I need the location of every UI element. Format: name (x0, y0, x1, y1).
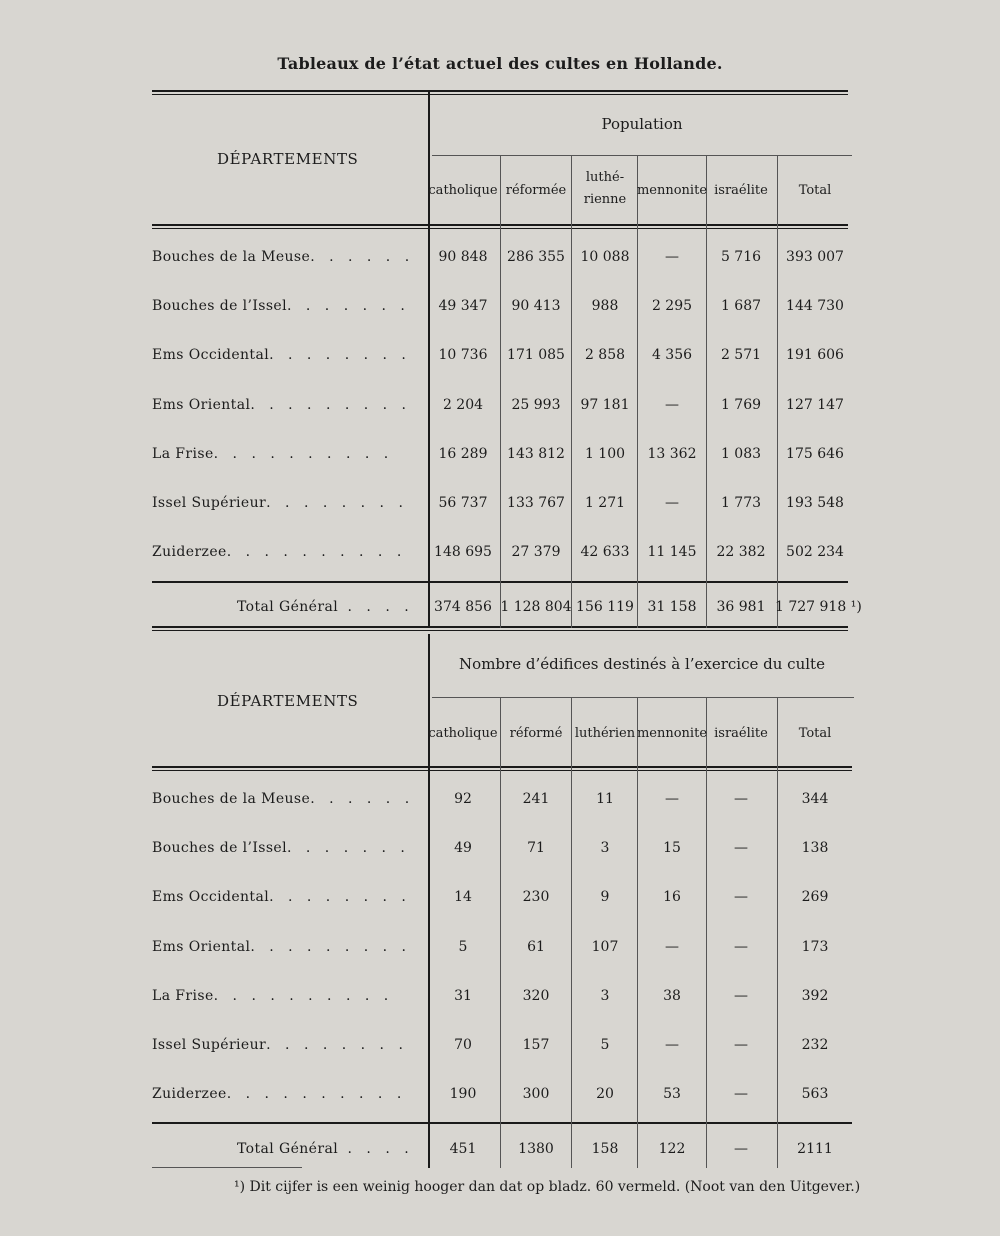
table2-table-cell: 5 (600, 1037, 610, 1053)
department-name: Ems Occidental (152, 347, 270, 364)
table2-table-cell: 190 (449, 1086, 477, 1103)
table1-group-header: Population (601, 115, 683, 133)
department-name: Bouches de l’Issel (152, 840, 287, 857)
table2-header-rule (152, 766, 852, 768)
table1-table-cell: 42 633 (580, 544, 630, 561)
table1-table-cell: 2 571 (720, 347, 762, 364)
table2-table-cell: 3 (600, 987, 610, 1004)
table2-table-cell: 70 (454, 1037, 472, 1053)
table2-column-header: réformé (509, 726, 563, 741)
table2-table-cell: 5 (458, 938, 468, 955)
table1-row-label (152, 446, 393, 462)
table1-departements-header: DÉPARTEMENTS (217, 150, 359, 168)
table2-row-label (152, 1086, 406, 1102)
table1-table-cell: 2 204 (442, 396, 484, 413)
table1-table-cell: 4 356 (651, 347, 693, 364)
table2-column-header: luthérien (574, 726, 636, 741)
table1-total-cell: 1 727 918 ¹) (775, 599, 862, 615)
table1-bottom-rule-2 (152, 630, 848, 631)
table1-table-cell: 22 382 (716, 544, 766, 561)
table1-table-cell: 56 737 (438, 495, 488, 511)
leader-dots: . . . . . . . . . . (213, 445, 394, 462)
table2-table-cell: 138 (801, 840, 829, 857)
table2-table-cell: 320 (522, 987, 550, 1004)
table2-column-header: mennonite (636, 726, 708, 741)
table2-row-label (152, 889, 411, 905)
table2-table-cell: 157 (522, 1037, 550, 1053)
table1-table-cell: 13 362 (647, 445, 697, 462)
table1-table-cell: 1 100 (584, 445, 626, 462)
table1-top-rule-2 (152, 94, 848, 95)
table1-group-rule (432, 155, 852, 156)
department-name: Bouches de la Meuse (152, 791, 311, 807)
table2-table-cell: 53 (663, 1086, 681, 1103)
table2-table-cell: 3 (600, 840, 610, 857)
table1-table-cell: 193 548 (786, 495, 844, 511)
leader-dots: . . . . . . . . (269, 347, 411, 364)
table2-table-cell: — (734, 791, 748, 807)
table2-total-cell: 2111 (797, 1141, 833, 1157)
total-name: Total Général (237, 599, 339, 615)
table1-table-cell: 133 767 (507, 495, 565, 511)
table1-column-header: réformée (505, 183, 567, 198)
table1-table-cell: 10 088 (580, 249, 630, 265)
table1-table-cell: — (665, 249, 679, 265)
table2-departements-header: DÉPARTEMENTS (217, 692, 359, 710)
department-name: Zuiderzee (152, 1086, 227, 1103)
table2-table-cell: 61 (527, 938, 545, 955)
table2-table-cell: 71 (527, 840, 545, 857)
table2-row-label (152, 939, 411, 955)
table2-total-cell: 122 (658, 1141, 686, 1157)
table1-total-cell: 156 119 (576, 599, 634, 615)
leader-dots: . . . . . . . . . . (213, 987, 394, 1004)
table1-table-cell: 1 271 (584, 495, 626, 511)
table1-table-cell: 5 716 (720, 249, 762, 265)
department-name: Ems Occidental (152, 889, 270, 906)
table2-column-header: Total (798, 726, 832, 741)
footnote: ¹) Dit cijfer is een weinig hooger dan dat op bladz. 60 vermeld. (Noot van den Uitgever.) (234, 1179, 861, 1195)
table2-table-cell: — (734, 938, 748, 955)
table1-table-cell: 175 646 (786, 445, 844, 462)
table1-total-cell: 374 856 (434, 599, 492, 615)
leader-dots: . . . . . . . . (269, 889, 411, 906)
table1-table-cell: 27 379 (511, 544, 561, 561)
table1-row-label (152, 495, 408, 511)
table1-top-rule (152, 90, 848, 92)
table2-table-cell: 9 (600, 889, 610, 906)
table1-row-label (152, 298, 410, 314)
table2-table-cell: — (665, 1037, 679, 1053)
table1-table-cell: 11 145 (647, 544, 697, 561)
table1-table-cell: 2 858 (584, 347, 626, 364)
table2-total-cell: — (734, 1141, 748, 1157)
table2-table-cell: 173 (801, 938, 829, 955)
table2-row-label (152, 840, 410, 856)
department-name: Bouches de l’Issel (152, 298, 287, 315)
table1-table-cell: 1 083 (720, 445, 762, 462)
footnote-rule (152, 1167, 302, 1168)
table1-table-cell: 171 085 (507, 347, 565, 364)
department-name: Bouches de la Meuse (152, 249, 311, 265)
department-name: Ems Oriental (152, 396, 251, 413)
table1-column-header: mennonite (636, 183, 708, 198)
table2-total-cell: 451 (449, 1141, 477, 1157)
table1-total-cell: 1 128 804 (500, 599, 572, 615)
table2-table-cell: 392 (801, 987, 829, 1004)
leader-dots: . . . . . . . . . . (226, 1086, 407, 1103)
table2-table-cell: 49 (454, 840, 472, 857)
table2-row-label (152, 988, 393, 1004)
table1-table-cell: 144 730 (786, 298, 844, 315)
table2-column-header: catholique (428, 726, 498, 741)
table2-table-cell: — (665, 791, 679, 807)
leader-dots: . . . . . . . (287, 298, 410, 315)
table2-table-cell: 107 (591, 938, 619, 955)
leader-dots: . . . . . . . . . (250, 396, 411, 413)
table2-table-cell: — (665, 938, 679, 955)
table1-row-label (152, 397, 411, 413)
leader-dots: . . . . . . . . (266, 1037, 408, 1053)
page-title: Tableaux de l’état actuel des cultes en Hollande. (277, 54, 723, 73)
table1-table-cell: 10 736 (438, 347, 488, 364)
table2-column-header: israélite (714, 726, 768, 741)
table1-total-cell: 36 981 (716, 599, 766, 615)
table1-table-cell: 97 181 (580, 396, 630, 413)
table1-table-cell: 49 347 (438, 298, 488, 315)
table1-column-header: luthé- rienne (583, 170, 627, 207)
leader-dots: . . . . . . . (287, 840, 410, 857)
table2-table-cell: 563 (801, 1086, 829, 1103)
table2-table-cell: 92 (454, 791, 472, 807)
table2-table-cell: — (734, 889, 748, 906)
table2-table-cell: 11 (596, 791, 614, 807)
table1-table-cell: 148 695 (434, 544, 492, 561)
table2-table-cell: 241 (522, 791, 550, 807)
table2-group-header: Nombre d’édifices destinés à l’exercice du culte (459, 655, 825, 673)
table1-table-cell: 988 (591, 298, 619, 315)
table2-table-cell: 38 (663, 987, 681, 1004)
table1-table-cell: 286 355 (507, 249, 565, 265)
table2-table-cell: — (734, 840, 748, 857)
table1-table-cell: 393 007 (786, 249, 844, 265)
table1-table-cell: 16 289 (438, 445, 488, 462)
table2-table-cell: 230 (522, 889, 550, 906)
leader-dots: . . . . . . (310, 249, 415, 265)
table2-table-cell: — (734, 987, 748, 1004)
table2-table-cell: 269 (801, 889, 829, 906)
table1-table-cell: 502 234 (786, 544, 844, 561)
total-name: Total Général (237, 1141, 339, 1157)
table1-row-label (152, 347, 411, 363)
table2-table-cell: 14 (454, 889, 472, 906)
table1-table-cell: 1 773 (720, 495, 762, 511)
table2-row-label (152, 791, 414, 807)
leader-dots: . . . . . . . . . . (226, 544, 407, 561)
table1-table-cell: 191 606 (786, 347, 844, 364)
table2-table-cell: — (734, 1086, 748, 1103)
table2-row-label (152, 1037, 408, 1053)
department-name: Issel Supérieur (152, 495, 267, 511)
table1-table-cell: 25 993 (511, 396, 561, 413)
department-name: Issel Supérieur (152, 1037, 267, 1053)
table1-total-cell: 31 158 (647, 599, 697, 615)
table2-total-rule (152, 1122, 852, 1124)
table2-table-cell: 15 (663, 840, 681, 857)
table1-table-cell: 1 769 (720, 396, 762, 413)
table2-table-cell: 344 (801, 791, 829, 807)
table2-header-rule-2 (152, 770, 852, 771)
department-name: La Frise (152, 987, 214, 1004)
department-name: La Frise (152, 445, 214, 462)
table1-table-cell: — (665, 495, 679, 511)
table2-table-cell: 31 (454, 987, 472, 1004)
table1-total-label (237, 599, 414, 615)
leader-dots: . . . . . . (310, 791, 415, 807)
table1-table-cell: 127 147 (786, 396, 844, 413)
leader-dots: . . . . . . . . . (250, 938, 411, 955)
table1-column-header: israélite (714, 183, 768, 198)
department-name: Ems Oriental (152, 938, 251, 955)
leader-dots: . . . . (338, 1141, 414, 1157)
department-name: Zuiderzee (152, 544, 227, 561)
leader-dots: . . . . . . . . (266, 495, 408, 511)
table1-table-cell: 143 812 (507, 445, 565, 462)
table2-table-cell: 300 (522, 1086, 550, 1103)
table1-table-cell: 90 413 (511, 298, 561, 315)
table1-column-header: catholique (428, 183, 498, 198)
table2-total-cell: 158 (591, 1141, 619, 1157)
table1-row-label (152, 249, 414, 265)
table2-table-cell: 232 (801, 1037, 829, 1053)
table1-table-cell: 90 848 (438, 249, 488, 265)
table2-table-cell: 20 (596, 1086, 614, 1103)
table1-table-cell: — (665, 396, 679, 413)
table2-group-rule (432, 697, 854, 698)
table1-table-cell: 2 295 (651, 298, 693, 315)
table2-total-label (237, 1141, 414, 1157)
table2-total-cell: 1380 (518, 1141, 554, 1157)
table1-column-header: Total (798, 183, 832, 198)
table1-table-cell: 1 687 (720, 298, 762, 315)
leader-dots: . . . . (338, 599, 414, 615)
table2-table-cell: — (734, 1037, 748, 1053)
table2-table-cell: 16 (663, 889, 681, 906)
table1-row-label (152, 544, 406, 560)
